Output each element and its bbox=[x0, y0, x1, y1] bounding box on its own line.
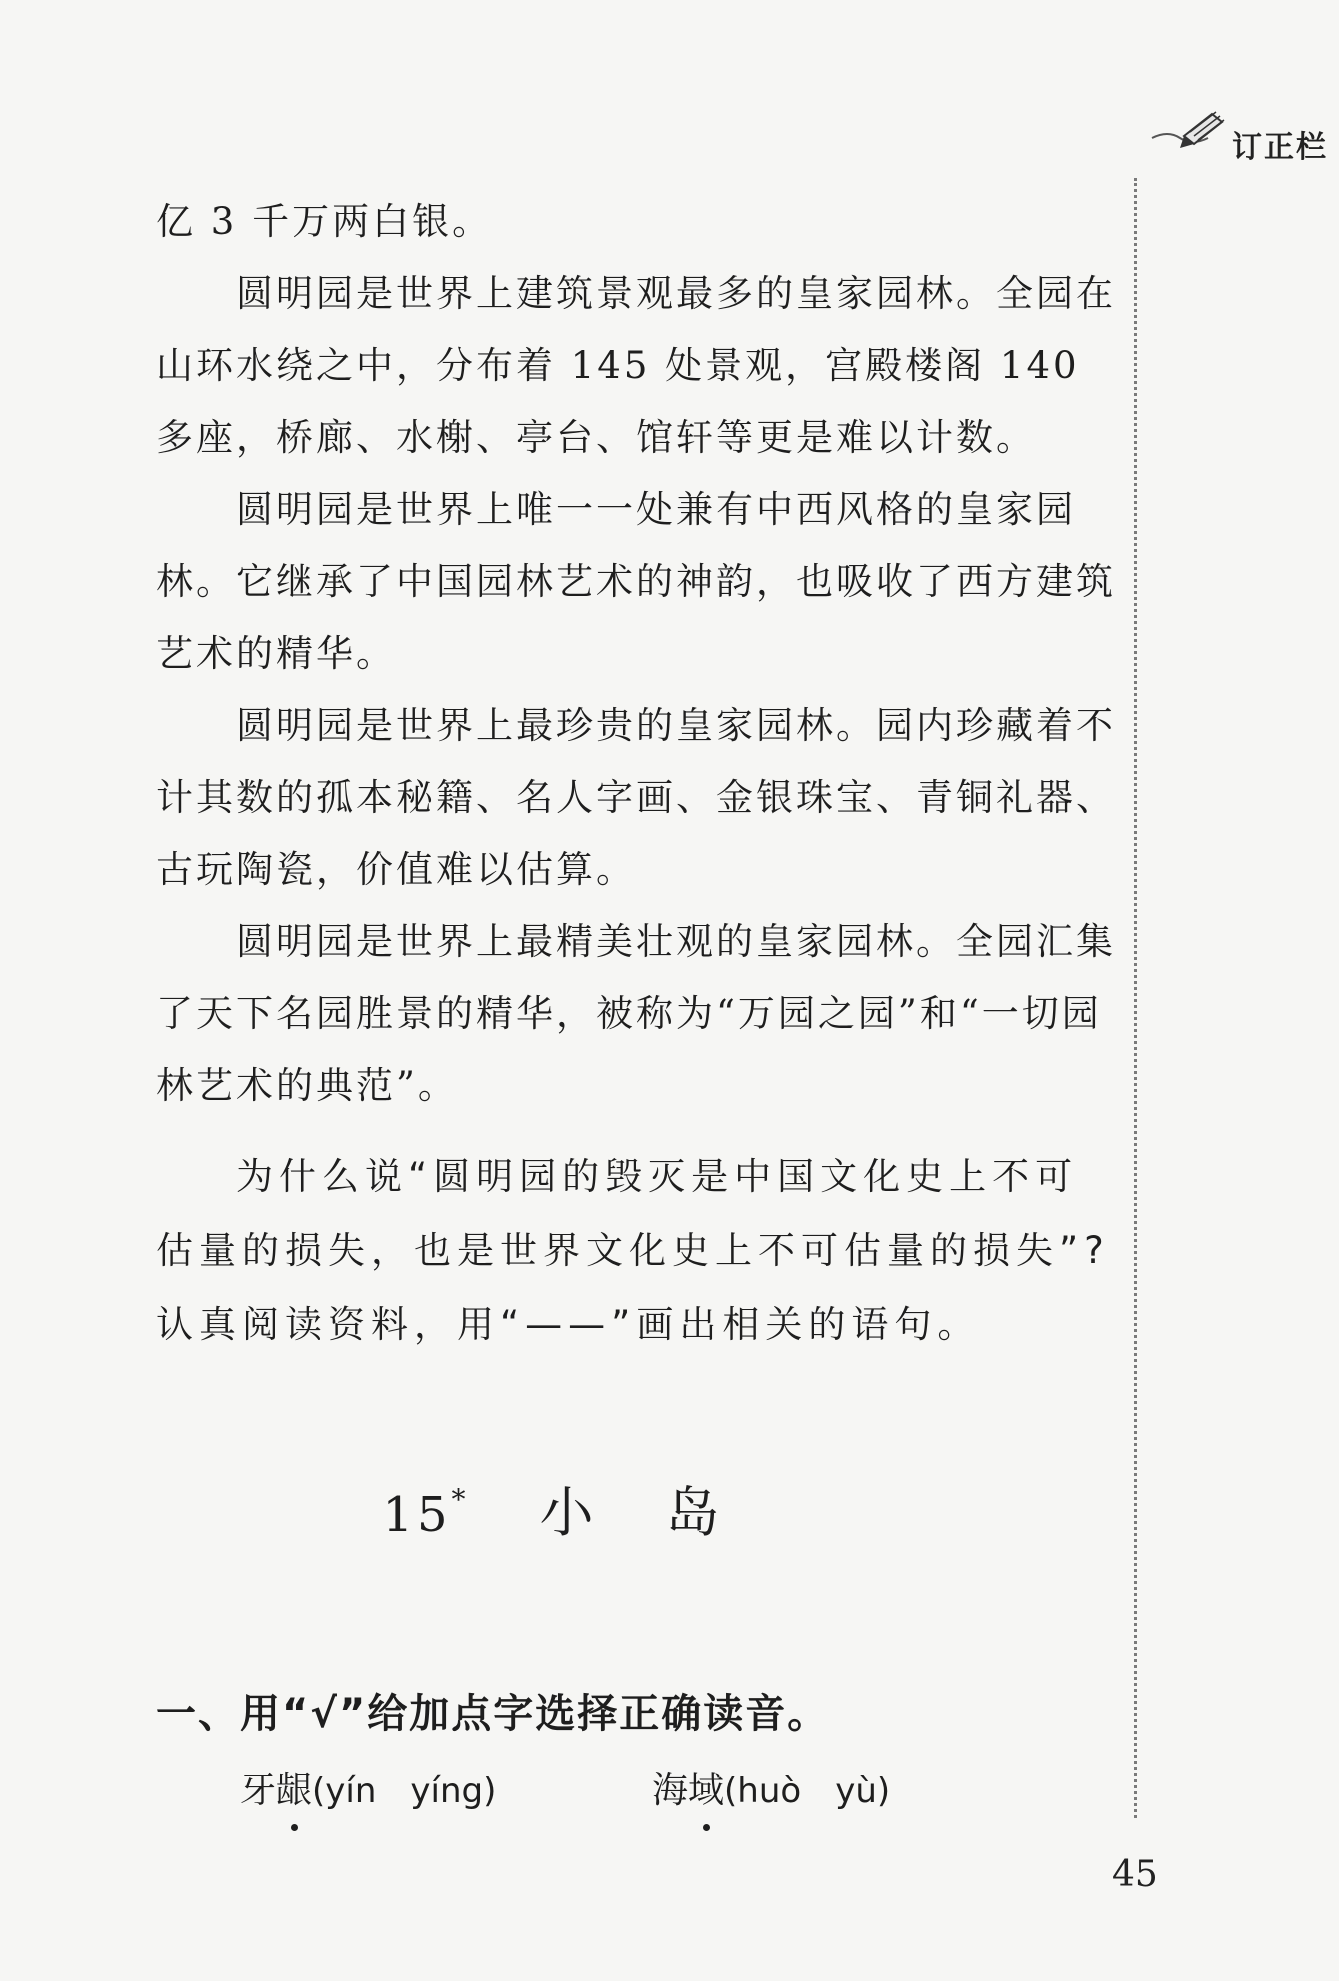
pinyin-word-char: 牙 bbox=[240, 1770, 277, 1811]
reading-question: 为什么说“圆明园的毁灭是中国文化史上不可估量的损失，也是世界文化史上不可估量的损失”?认真阅读资料，用“——”画出相关的语句。 bbox=[156, 1155, 1110, 1346]
correction-column-label: 订正栏 bbox=[1232, 130, 1328, 165]
pinyin-item bbox=[240, 1762, 496, 1813]
passage-paragraph: 圆明园是世界上最珍贵的皇家园林。园内珍藏着不计其数的孤本秘籍、名人字画、金银珠宝、青铜礼器、古玩陶瓷，价值难以估算。 bbox=[156, 704, 1116, 891]
pencil-icon bbox=[1150, 108, 1232, 152]
lesson-star-mark: * bbox=[451, 1483, 470, 1516]
pinyin-word-char: 海 bbox=[652, 1770, 689, 1811]
lesson-title-char: 小 bbox=[539, 1481, 598, 1544]
passage-paragraph: 圆明园是世界上建筑景观最多的皇家园林。全园在山环水绕之中，分布着 145 处景观，宫殿楼阁 140 多座，桥廊、水榭、亭台、馆轩等更是难以计数。 bbox=[156, 272, 1116, 459]
passage-line-continued: 亿 3 千万两白银。 bbox=[156, 200, 493, 243]
reading-passage bbox=[156, 186, 1116, 1122]
lesson-number: 15 bbox=[382, 1487, 452, 1543]
lesson-title-char: 岛 bbox=[665, 1481, 724, 1544]
exercise-heading: 一、用“√”给加点字选择正确读音。 bbox=[156, 1691, 830, 1737]
correction-column-tab bbox=[1150, 108, 1339, 165]
pinyin-options[interactable]: (yín yíng) bbox=[312, 1771, 497, 1811]
pinyin-options[interactable]: (huò yù) bbox=[724, 1771, 891, 1811]
pinyin-dotted-char: 龈 bbox=[276, 1762, 312, 1813]
passage-paragraph: 圆明园是世界上唯一一处兼有中西风格的皇家园林。它继承了中国园林艺术的神韵，也吸收了西方建筑艺术的精华。 bbox=[156, 488, 1116, 675]
lesson-title bbox=[0, 1470, 1140, 1547]
passage-paragraph: 圆明园是世界上最精美壮观的皇家园林。全园汇集了天下名园胜景的精华，被称为“万园之园”和“一切园林艺术的典范”。 bbox=[156, 920, 1116, 1107]
pinyin-dotted-char: 域 bbox=[688, 1762, 724, 1813]
margin-dotted-rule bbox=[1134, 178, 1137, 1818]
page-number: 45 bbox=[1112, 1854, 1158, 1895]
pinyin-item bbox=[652, 1762, 890, 1813]
